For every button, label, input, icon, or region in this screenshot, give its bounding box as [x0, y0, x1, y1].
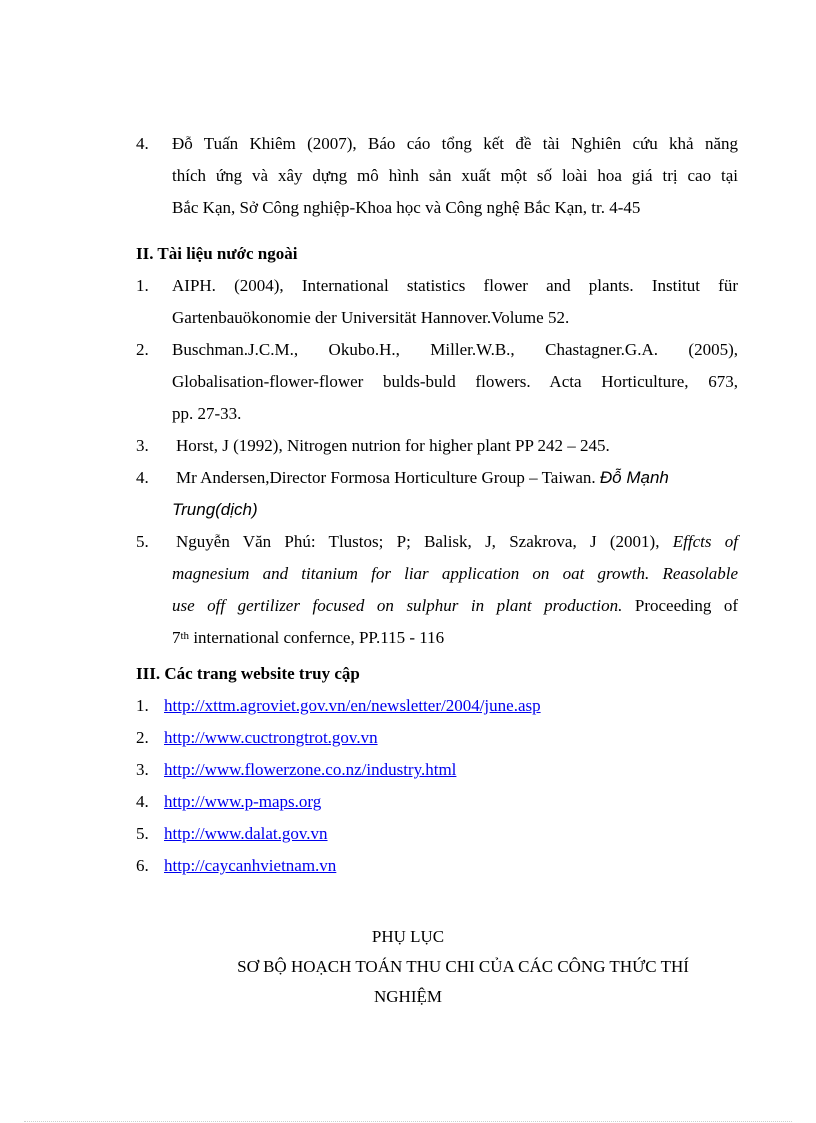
item-number: 3.: [136, 436, 149, 455]
item-number: 2.: [136, 728, 149, 747]
item-number: 4.: [136, 134, 149, 153]
foreign-references-section: [136, 238, 738, 270]
list-item: [136, 850, 738, 882]
item-line: AIPH. (2004), International statistics flower and plants. Institut für: [172, 276, 738, 295]
item-number: 1.: [136, 276, 149, 295]
reference-title: Effcts of: [672, 532, 738, 551]
website-link[interactable]: http://www.flowerzone.co.nz/industry.html: [164, 760, 457, 779]
website-link[interactable]: http://www.dalat.gov.vn: [164, 824, 328, 843]
item-number: 5.: [136, 532, 149, 551]
website-link[interactable]: http://www.cuctrongtrot.gov.vn: [164, 728, 378, 747]
item-number: 5.: [136, 824, 149, 843]
ordinal-suffix: th: [180, 630, 190, 642]
website-list: [136, 690, 738, 882]
conference-text: international confernce, PP.115 - 116: [189, 628, 445, 647]
appendix-subtitle: SƠ BỘ HOẠCH TOÁN THU CHI CỦA CÁC CÔNG THỨC THÍ: [237, 957, 689, 976]
item-line: [172, 622, 738, 654]
websites-section: [136, 658, 738, 690]
item-number: 2.: [136, 340, 149, 359]
appendix-subtitle-cont: NGHIỆM: [374, 987, 442, 1006]
website-link[interactable]: http://caycanhvietnam.vn: [164, 856, 337, 875]
item-line: Gartenbauökonomie der Universität Hannover.Volume 52.: [172, 308, 570, 327]
section-heading: II. Tài liệu nước ngoài: [136, 244, 298, 263]
list-item: [136, 690, 738, 722]
item-number: 3.: [136, 760, 149, 779]
reference-title-cont: use off gertilizer focused on sulphur in plant production.: [172, 596, 623, 615]
page-bottom-rule: [24, 1121, 792, 1122]
item-number: 4.: [136, 468, 149, 487]
item-number: 6.: [136, 856, 149, 875]
website-link[interactable]: http://www.p-maps.org: [164, 792, 322, 811]
website-link[interactable]: http://xttm.agroviet.gov.vn/en/newsletter/2004/june.asp: [164, 696, 541, 715]
translator-name-cont: Trung(dịch): [172, 500, 258, 519]
list-item: [136, 526, 738, 654]
reference-text: Mr Andersen,Director Formosa Horticulture Group – Taiwan.: [176, 468, 596, 487]
item-line: [172, 494, 738, 526]
item-line: pp. 27-33.: [172, 404, 242, 423]
item-line: thích ứng và xây dựng mô hình sản xuất một số loài hoa giá trị cao tại: [172, 166, 738, 185]
list-item: [136, 754, 738, 786]
list-item: [136, 722, 738, 754]
section-heading: III. Các trang website truy cập: [136, 664, 360, 683]
item-line: Globalisation-flower-flower bulds-buld flowers. Acta Horticulture, 673,: [172, 372, 738, 391]
appendix-title: PHỤ LỤC: [371, 927, 445, 946]
vn-reference-list: [136, 128, 738, 224]
list-item: [136, 430, 738, 462]
item-line: [172, 462, 738, 494]
item-line: Đỗ Tuấn Khiêm (2007), Báo cáo tổng kết đề tài Nghiên cứu khả năng: [172, 134, 738, 153]
item-line: [172, 526, 738, 558]
item-line: magnesium and titanium for liar application on oat growth. Reasolable: [172, 564, 738, 583]
list-item: [136, 786, 738, 818]
ordinal-number: 7: [172, 628, 181, 647]
list-item: [136, 334, 738, 430]
reference-proceeding: Proceeding of: [634, 596, 739, 615]
reference-authors: Nguyễn Văn Phú: Tlustos; P; Balisk, J, Szakrova, J (2001),: [176, 532, 660, 551]
translator-name: Đỗ Mạnh: [599, 468, 669, 487]
list-item: [136, 818, 738, 850]
item-line: [172, 590, 738, 622]
item-line: Buschman.J.C.M., Okubo.H., Miller.W.B., Chastagner.G.A. (2005),: [172, 340, 738, 359]
list-item: [136, 270, 738, 334]
list-item: [136, 462, 738, 526]
item-number: 4.: [136, 792, 149, 811]
item-line: Bắc Kạn, Sở Công nghiệp-Khoa học và Công nghệ Bắc Kạn, tr. 4-45: [172, 198, 641, 217]
item-number: 1.: [136, 696, 149, 715]
foreign-reference-list: [136, 270, 738, 654]
list-item: [136, 128, 738, 224]
item-line: Horst, J (1992), Nitrogen nutrion for higher plant PP 242 – 245.: [176, 436, 610, 455]
